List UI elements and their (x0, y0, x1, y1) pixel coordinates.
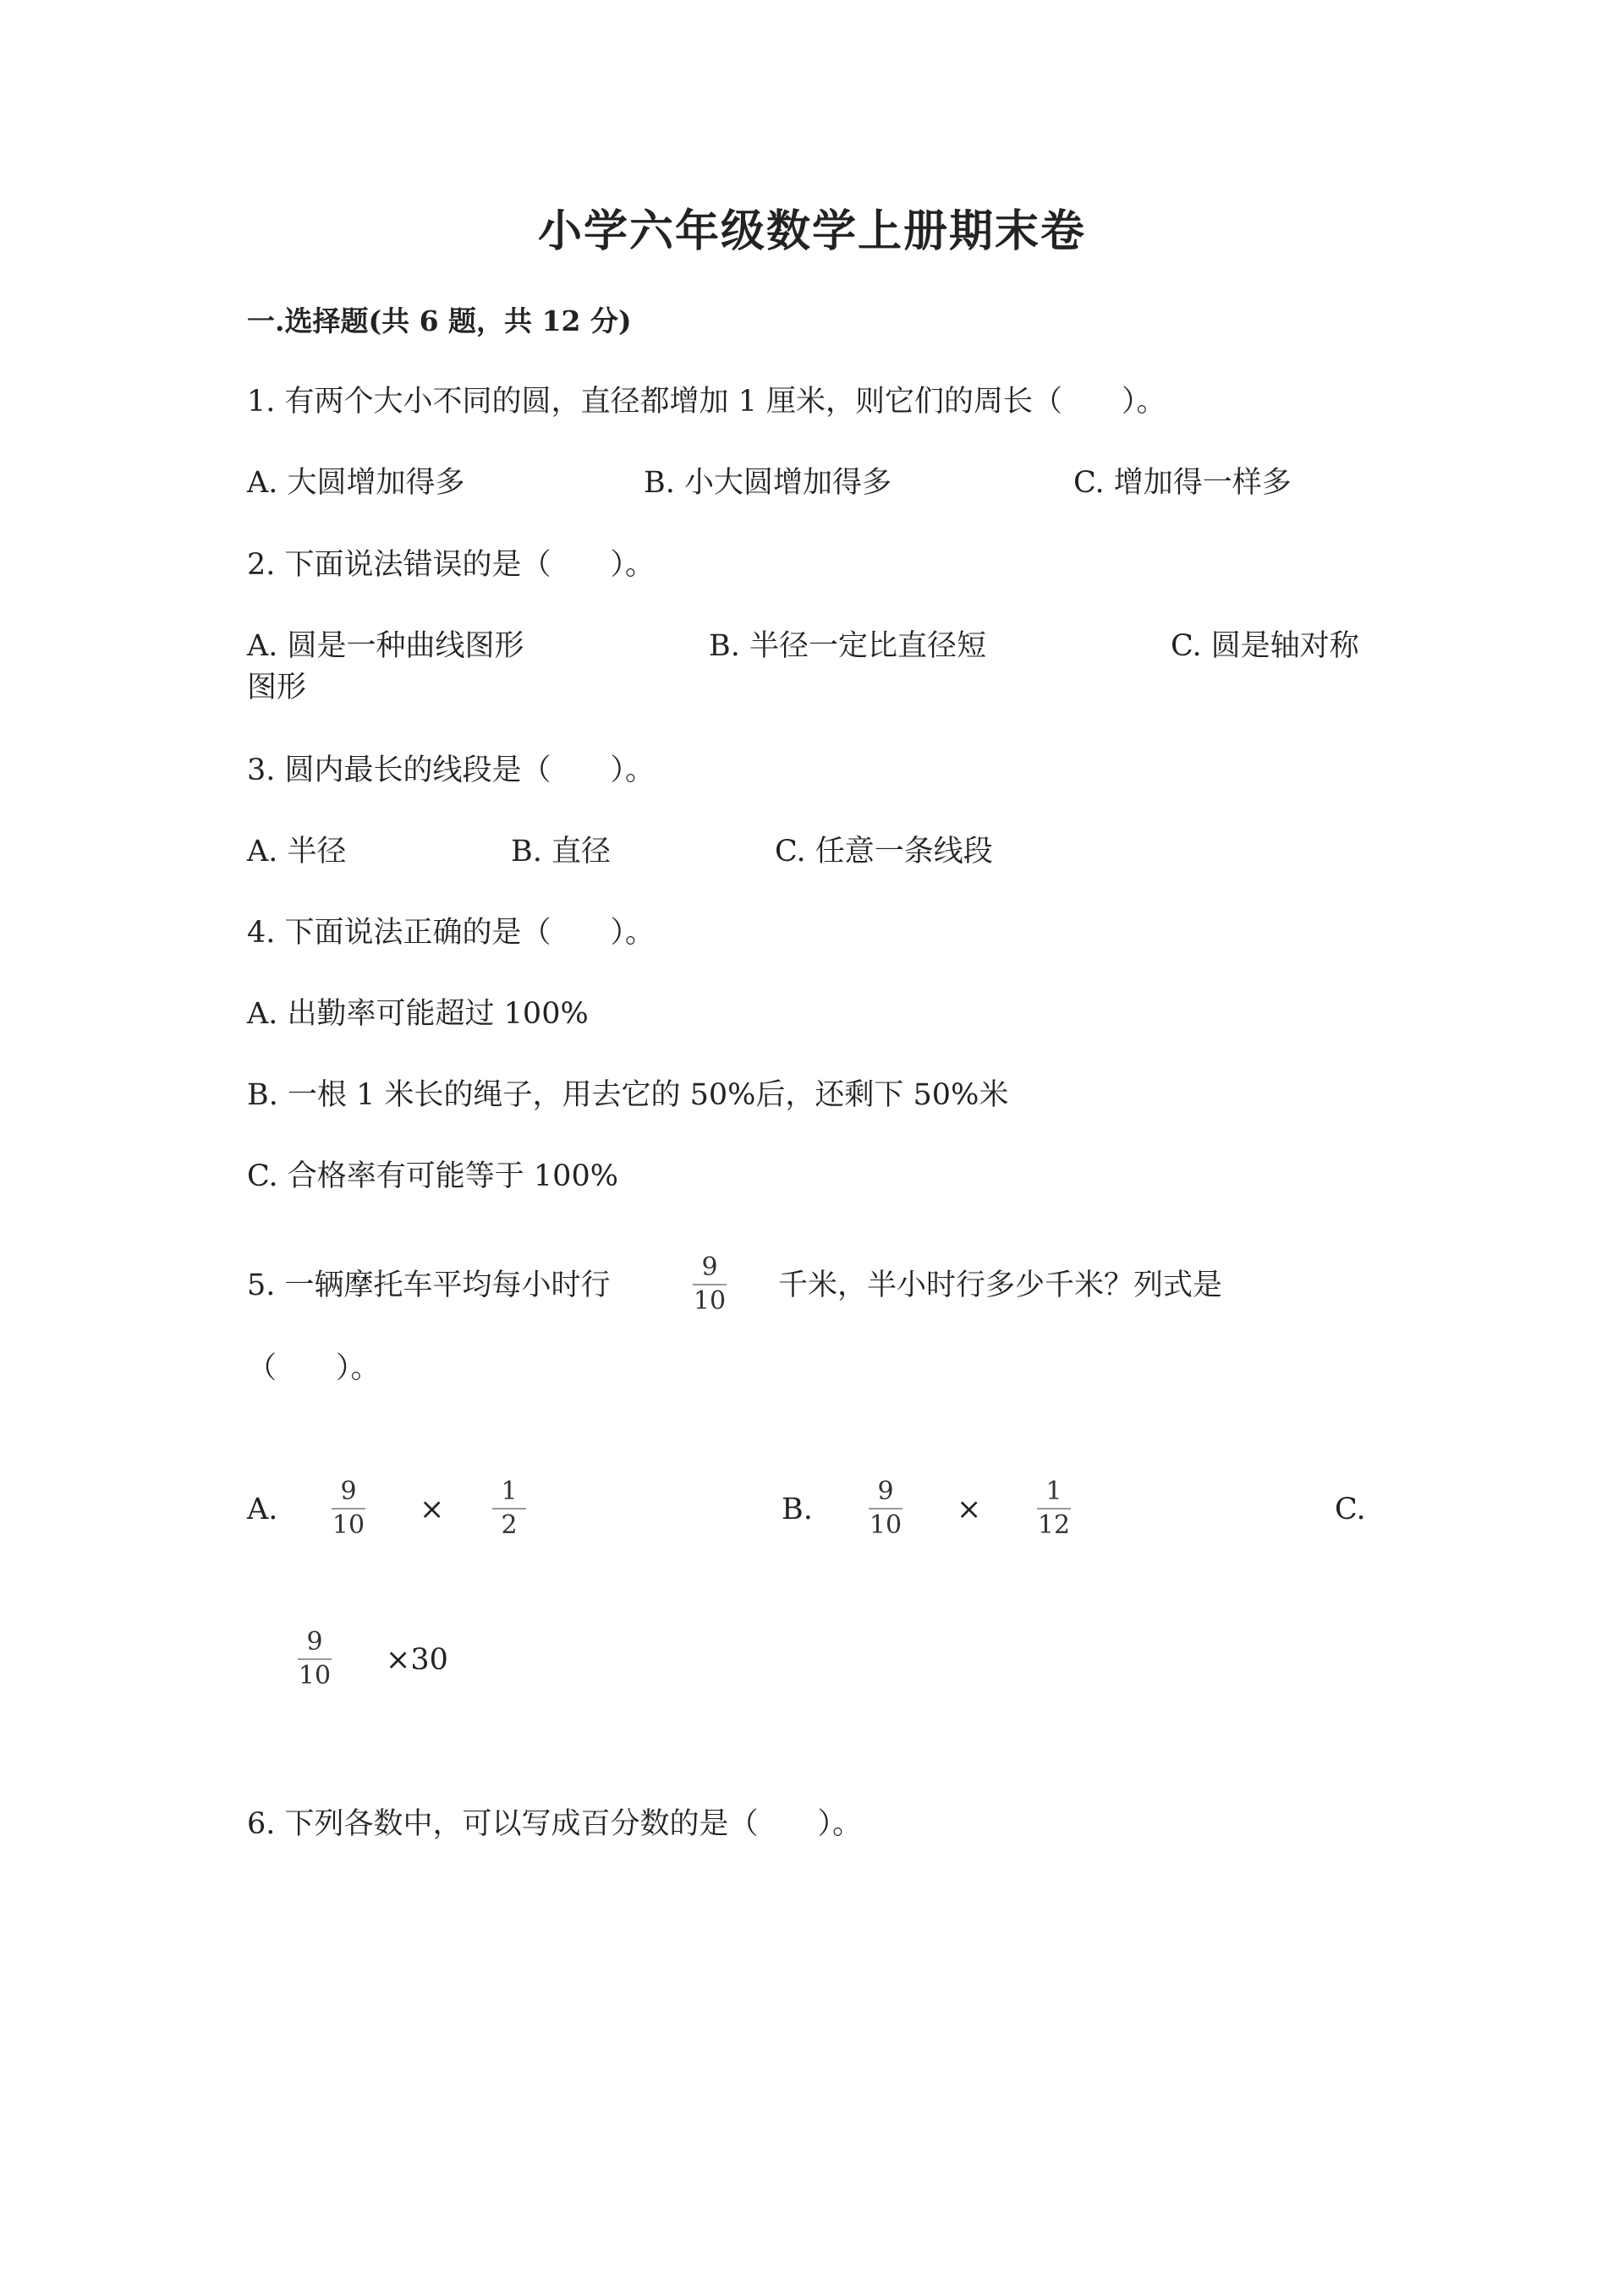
question-5-blank: （ ）。 (247, 1351, 381, 1385)
question-4: 4. 下面说法正确的是（ ）。 (247, 916, 656, 950)
q3-option-b: B. 直径 (511, 835, 611, 869)
fraction-bar (1037, 1508, 1071, 1510)
q3-option-c: C. 任意一条线段 (775, 835, 993, 869)
q5-c-tail: ×30 (386, 1643, 448, 1677)
denominator: 2 (501, 1510, 518, 1540)
question-6: 6. 下列各数中，可以写成百分数的是（ ）。 (247, 1807, 863, 1841)
q1-option-a: A. 大圆增加得多 (247, 466, 465, 500)
q5-a-fraction-1 (332, 1477, 365, 1540)
q5-b-fraction-2 (1037, 1477, 1071, 1540)
denominator: 10 (869, 1510, 903, 1540)
q5-a-fraction-2 (492, 1477, 526, 1540)
page-title: 小学六年级数学上册期末卷 (537, 205, 1086, 257)
fraction-bar (332, 1508, 365, 1510)
question-5-stem: 5. 一辆摩托车平均每小时行 (247, 1269, 611, 1302)
question-5-stem-cont: 千米，半小时行多少千米？列式是 (778, 1269, 1223, 1302)
q4-option-a: A. 出勤率可能超过 100% (247, 997, 589, 1031)
q1-option-b: B. 小大圆增加得多 (644, 466, 892, 500)
numerator: 9 (877, 1477, 894, 1506)
question-1: 1. 有两个大小不同的圆，直径都增加 1 厘米，则它们的周长（ ）。 (247, 385, 1166, 419)
q2-option-c-wrap: 图形 (247, 671, 307, 704)
q4-option-c: C. 合格率有可能等于 100% (247, 1159, 618, 1193)
q3-option-a: A. 半径 (247, 835, 347, 869)
q5-c-fraction (298, 1628, 332, 1690)
fraction-bar (693, 1284, 727, 1285)
section-heading: 一.选择题(共 6 题，共 12 分) (247, 304, 632, 337)
question-2: 2. 下面说法错误的是（ ）。 (247, 548, 656, 582)
denominator: 10 (298, 1661, 332, 1690)
q5-option-a-label: A. (247, 1493, 278, 1526)
numerator: 9 (701, 1252, 718, 1282)
q1-option-c: C. 增加得一样多 (1073, 466, 1292, 500)
q5-b-operator: × (957, 1493, 982, 1526)
question-3: 3. 圆内最长的线段是（ ）。 (247, 753, 656, 787)
fraction-bar (492, 1508, 526, 1510)
numerator: 1 (1045, 1477, 1062, 1506)
q4-option-b: B. 一根 1 米长的绳子，用去它的 50%后，还剩下 50%米 (247, 1078, 1009, 1112)
denominator: 10 (332, 1510, 365, 1540)
q5-option-b-label: B. (782, 1493, 813, 1526)
q5-a-operator: × (420, 1493, 445, 1526)
q5-b-fraction-1 (869, 1477, 903, 1540)
q2-option-a: A. 圆是一种曲线图形 (247, 629, 524, 663)
fraction-bar (869, 1508, 903, 1510)
q5-fraction (693, 1253, 727, 1316)
q2-option-b: B. 半径一定比直径短 (709, 629, 986, 663)
q2-option-c: C. 圆是轴对称 (1171, 629, 1359, 663)
q5-option-c-label: C. (1335, 1493, 1366, 1526)
numerator: 1 (501, 1477, 518, 1506)
numerator: 9 (340, 1477, 357, 1506)
denominator: 10 (693, 1286, 727, 1316)
denominator: 12 (1037, 1510, 1071, 1540)
numerator: 9 (306, 1627, 323, 1657)
fraction-bar (298, 1658, 332, 1660)
